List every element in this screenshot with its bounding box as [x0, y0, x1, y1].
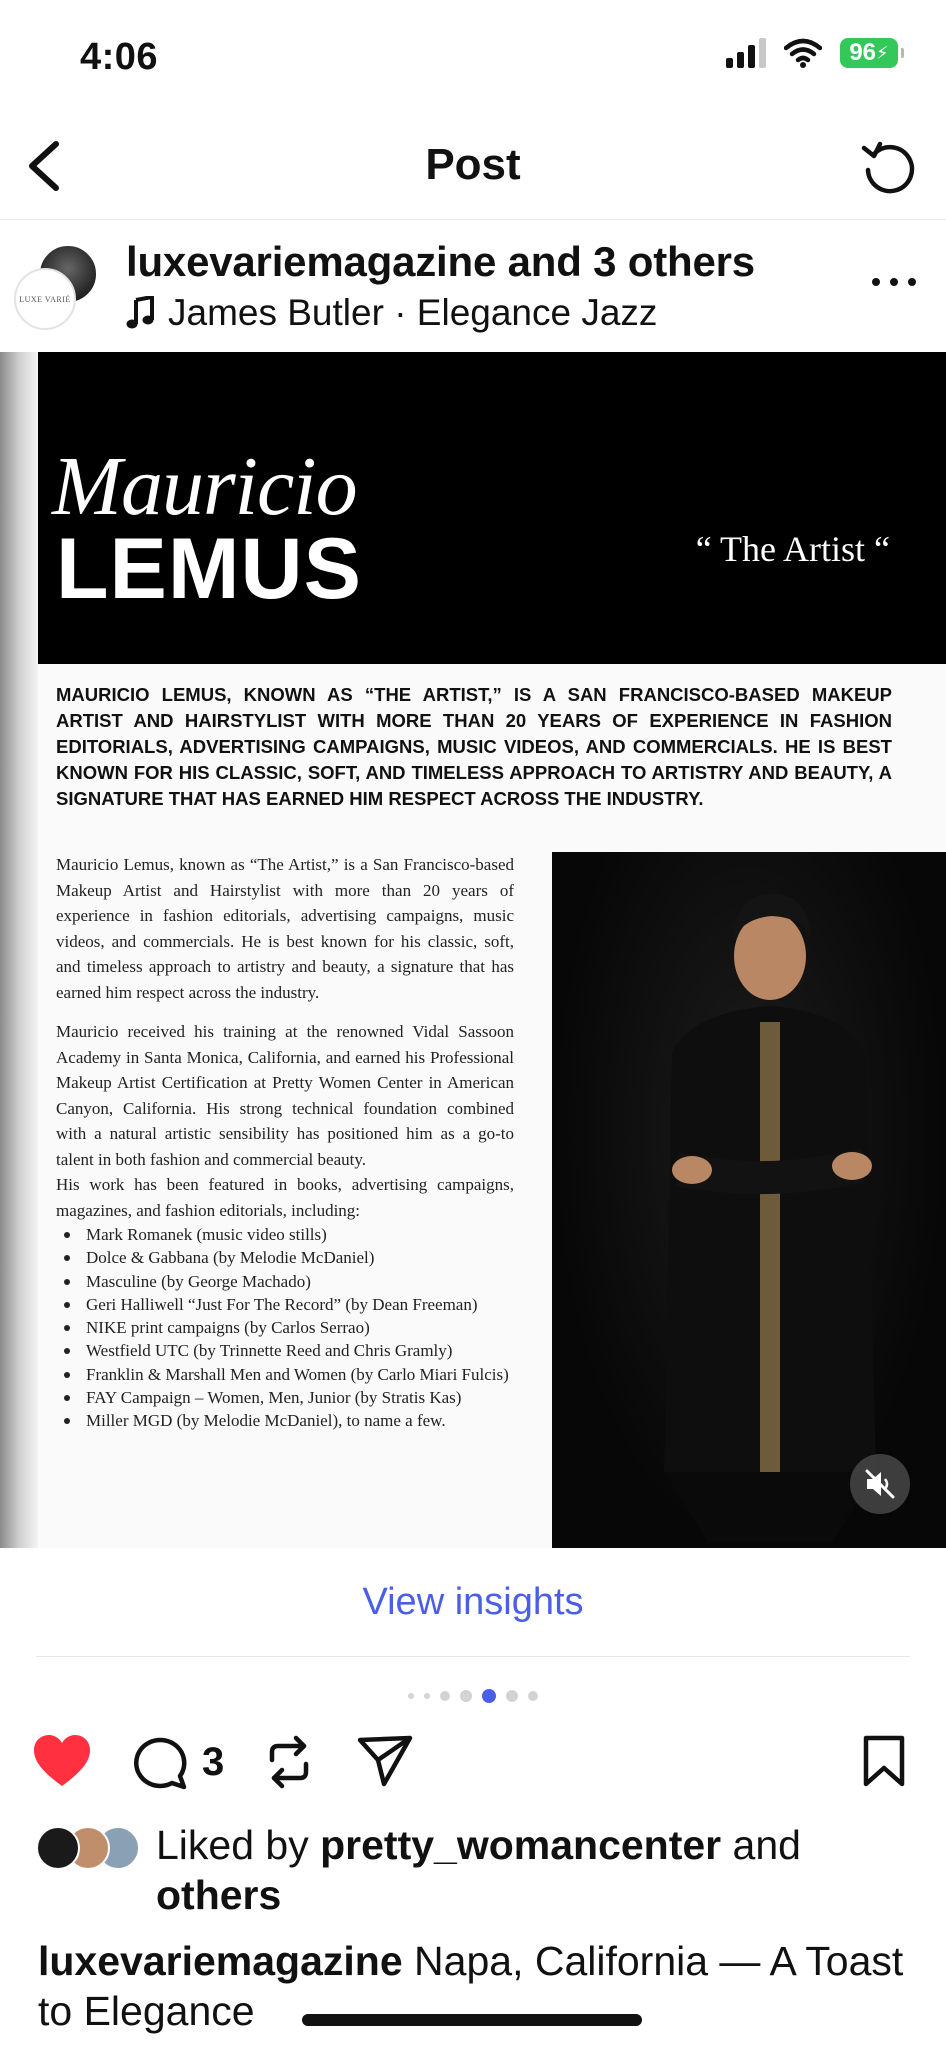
magazine-first-name: Mauricio — [52, 440, 357, 533]
home-indicator — [302, 2014, 642, 2026]
post-author[interactable] — [126, 238, 755, 286]
mute-toggle[interactable] — [850, 1454, 910, 1514]
nav-bar — [0, 120, 946, 220]
liker-avatars[interactable] — [36, 1826, 146, 1870]
divider — [36, 1656, 910, 1657]
status-bar — [0, 0, 946, 120]
avatar-stack[interactable] — [14, 244, 100, 330]
credit-item: Masculine (by George Machado) — [56, 1270, 514, 1293]
cellular-signal-icon — [726, 38, 766, 68]
carousel-dot — [506, 1690, 518, 1702]
credit-item: Westfield UTC (by Trinnette Reed and Chris Gramly) — [56, 1339, 514, 1362]
action-bar — [0, 1726, 946, 1796]
author-avatar[interactable]: LUXE VARIÉ — [14, 268, 76, 330]
post-header — [0, 222, 946, 352]
status-icons — [726, 38, 898, 68]
magazine-tagline: “ The Artist “ — [695, 529, 890, 569]
wifi-icon — [784, 38, 822, 68]
carousel-indicator — [0, 1684, 946, 1708]
magazine-last-name: LEMUS — [56, 521, 362, 617]
credits-list — [56, 1223, 514, 1433]
coauthors-label[interactable]: and 3 others — [507, 238, 755, 285]
carousel-dot — [424, 1693, 430, 1699]
comment-count[interactable]: 3 — [202, 1740, 225, 1784]
carousel-dot — [460, 1690, 472, 1702]
likes-suffix: and — [732, 1822, 801, 1868]
portrait-figure — [552, 852, 946, 1548]
magazine-paragraph: Mauricio received his training at the renowned Vidal Sassoon Academy in Santa Monica, California, and earned his Professional Makeup Artist Certification at Pretty Women Center in American Canyon, California. His strong technical foundation combined with a natural artistic sensibility has positioned him as a go-to talent in both fashion and commercial beauty. — [56, 1022, 514, 1169]
battery-icon: 96 ⚡ — [840, 38, 898, 68]
music-note-icon — [126, 296, 156, 330]
insights-row — [0, 1548, 946, 1656]
portrait-photo — [552, 852, 946, 1548]
likes-prefix: Liked by — [156, 1822, 309, 1868]
credit-item: NIKE print campaigns (by Carlos Serrao) — [56, 1316, 514, 1339]
bookmark-icon[interactable] — [862, 1734, 906, 1788]
likes-others[interactable]: others — [156, 1872, 282, 1918]
more-options-icon[interactable] — [872, 272, 916, 292]
caption-username[interactable]: luxevariemagazine — [38, 1938, 403, 1984]
credit-item: Geri Halliwell “Just For The Record” (by Dean Freeman) — [56, 1293, 514, 1316]
music-attribution[interactable] — [126, 292, 657, 334]
credit-item: Mark Romanek (music video stills) — [56, 1223, 514, 1246]
music-title[interactable]: James Butler · Elegance Jazz — [168, 292, 658, 333]
carousel-dot — [440, 1691, 450, 1701]
magazine-paragraph: His work has been featured in books, advertising campaigns, magazines, and fashion editorials, including: — [56, 1175, 514, 1220]
carousel-dot-active — [482, 1689, 496, 1703]
page-title: Post — [425, 140, 521, 189]
magazine-lead: MAURICIO LEMUS, KNOWN AS “THE ARTIST,” IS A SAN FRANCISCO-BASED MAKEUP ARTIST AND HAIRSTYLIST WITH MORE THAN 20 YEARS OF EXPERIENCE IN FASHION EDITORIALS, ADVERTISING CAMPAIGNS, MUSIC VIDEOS, AND COMMERCIALS. HE IS BEST KNOWN FOR HIS CLASSIC, SOFT, AND TIMELESS APPROACH TO ARTISTRY AND BEAUTY, A SIGNATURE THAT HAS EARNED HIM RESPECT ACROSS THE INDUSTRY. — [56, 684, 892, 809]
speaker-muted-icon — [863, 1467, 897, 1501]
battery-level: 96 — [849, 39, 877, 66]
credit-item: Franklin & Marshall Men and Women (by Carlo Miari Fulcis) — [56, 1363, 514, 1386]
status-time: 4:06 — [80, 36, 159, 78]
likes-text[interactable] — [156, 1820, 926, 1920]
author-username[interactable]: luxevariemagazine — [126, 238, 497, 285]
repost-icon[interactable] — [262, 1734, 316, 1790]
caption-text: Napa, California — A Toast to Elegance — [38, 1938, 904, 2034]
magazine-body — [56, 852, 514, 1433]
carousel-dot — [408, 1693, 414, 1699]
liker-username[interactable]: pretty_womancenter — [320, 1822, 722, 1868]
heart-filled-icon[interactable] — [32, 1734, 92, 1788]
credit-item: Dolce & Gabbana (by Melodie McDaniel) — [56, 1246, 514, 1269]
magazine-paragraph: Mauricio Lemus, known as “The Artist,” is a San Francisco-based Makeup Artist and Hairstylist with more than 20 years of experience in fashion editorials, advertising campaigns, music videos, and commercials. He is best known for his classic, soft, and timeless approach to artistry and beauty, a signature that has earned him respect across the industry. — [56, 855, 514, 1002]
liker-avatar[interactable] — [36, 1826, 80, 1870]
share-icon[interactable] — [356, 1734, 414, 1788]
magazine-header-band — [0, 352, 946, 664]
view-insights-link[interactable]: View insights — [362, 1580, 584, 1623]
carousel-dot — [528, 1691, 538, 1701]
credit-item: FAY Campaign – Women, Men, Junior (by Stratis Kas) — [56, 1386, 514, 1409]
page-gutter-shadow — [0, 352, 38, 1548]
comment-icon[interactable] — [132, 1734, 188, 1790]
refresh-icon[interactable] — [858, 136, 920, 198]
credit-item: Miller MGD (by Melodie McDaniel), to name a few. — [56, 1409, 514, 1432]
post-media[interactable] — [0, 352, 946, 1548]
